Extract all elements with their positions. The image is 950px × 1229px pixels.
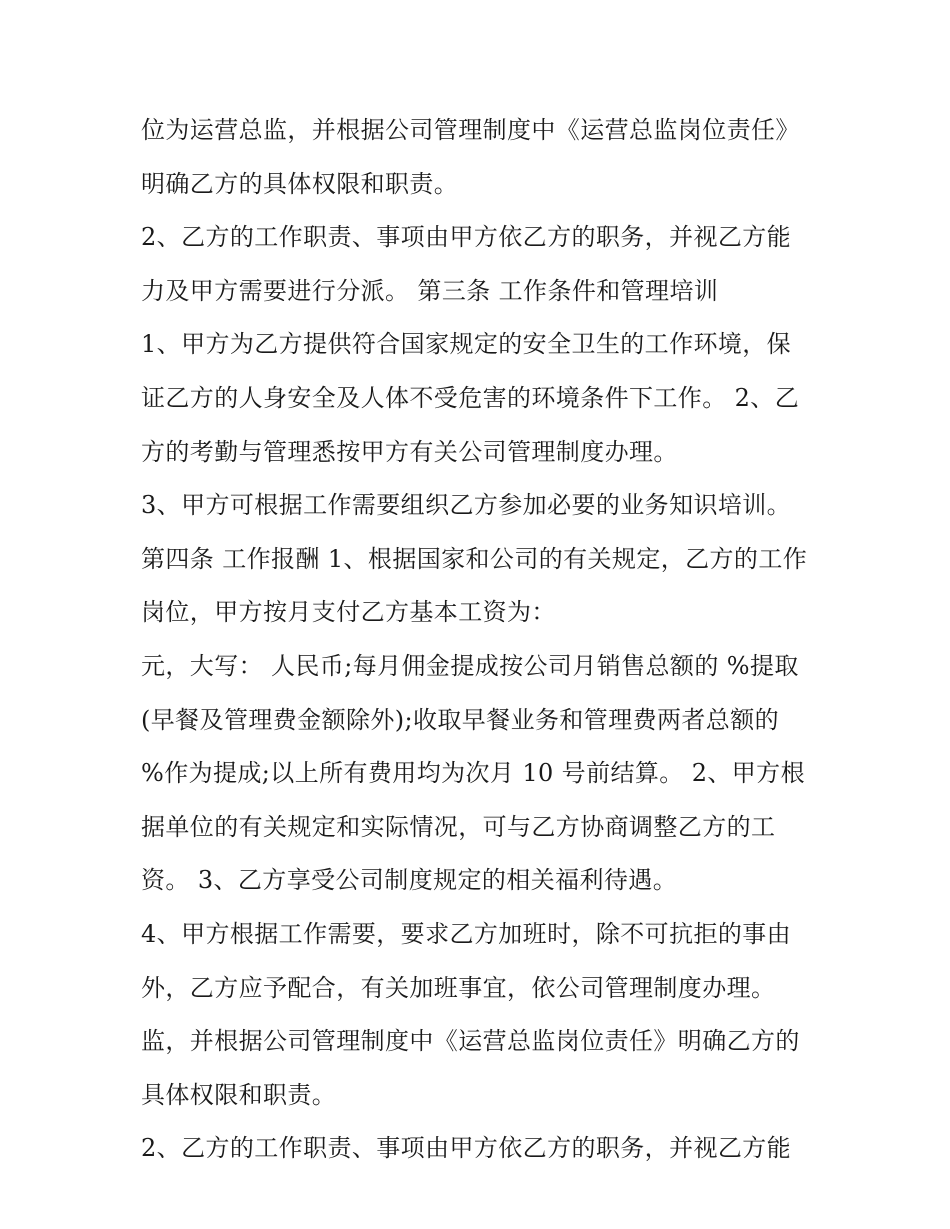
text-line: 第四条 工作报酬 1、根据国家和公司的有关规定，乙方的工作 — [141, 544, 808, 573]
text-line: 力及甲方需要进行分派。 第三条 工作条件和管理培训 — [141, 276, 719, 305]
text-line: 资。 3、乙方享受公司制度规定的相关福利待遇。 — [141, 866, 678, 895]
text-line: 具体权限和职责。 — [141, 1080, 337, 1109]
text-line: 岗位，甲方按月支付乙方基本工资为： — [141, 598, 556, 627]
text-line: 明确乙方的具体权限和职责。 — [141, 169, 459, 198]
text-line: 外，乙方应予配合，有关加班事宜，依公司管理制度办理。 — [141, 973, 776, 1002]
text-line: 监，并根据公司管理制度中《运营总监岗位责任》明确乙方的 — [141, 1027, 800, 1056]
document-body — [141, 104, 831, 1176]
text-line: 证乙方的人身安全及人体不受危害的环境条件下工作。 2、乙 — [141, 383, 800, 412]
text-line: %作为提成;以上所有费用均为次月 10 号前结算。 2、甲方根 — [141, 759, 805, 788]
text-line: 位为运营总监，并根据公司管理制度中《运营总监岗位责任》 — [141, 116, 800, 144]
text-line: 据单位的有关规定和实际情况，可与乙方协商调整乙方的工 — [141, 812, 776, 841]
text-line: 1、甲方为乙方提供符合国家规定的安全卫生的工作环境，保 — [141, 330, 792, 359]
text-line: 2、乙方的工作职责、事项由甲方依乙方的职务，并视乙方能 — [141, 1134, 792, 1163]
text-line: 3、甲方可根据工作需要组织乙方参加必要的业务知识培训。 — [141, 491, 792, 520]
text-line: 元，大写： 人民币;每月佣金提成按公司月销售总额的 %提取 — [141, 651, 799, 680]
text-line: 方的考勤与管理悉按甲方有关公司管理制度办理。 — [141, 437, 678, 466]
text-line: 4、甲方根据工作需要，要求乙方加班时，除不可抗拒的事由 — [141, 919, 792, 948]
text-line: (早餐及管理费金额除外);收取早餐业务和管理费两者总额的 — [141, 705, 780, 734]
text-line: 2、乙方的工作职责、事项由甲方依乙方的职务，并视乙方能 — [141, 223, 792, 252]
